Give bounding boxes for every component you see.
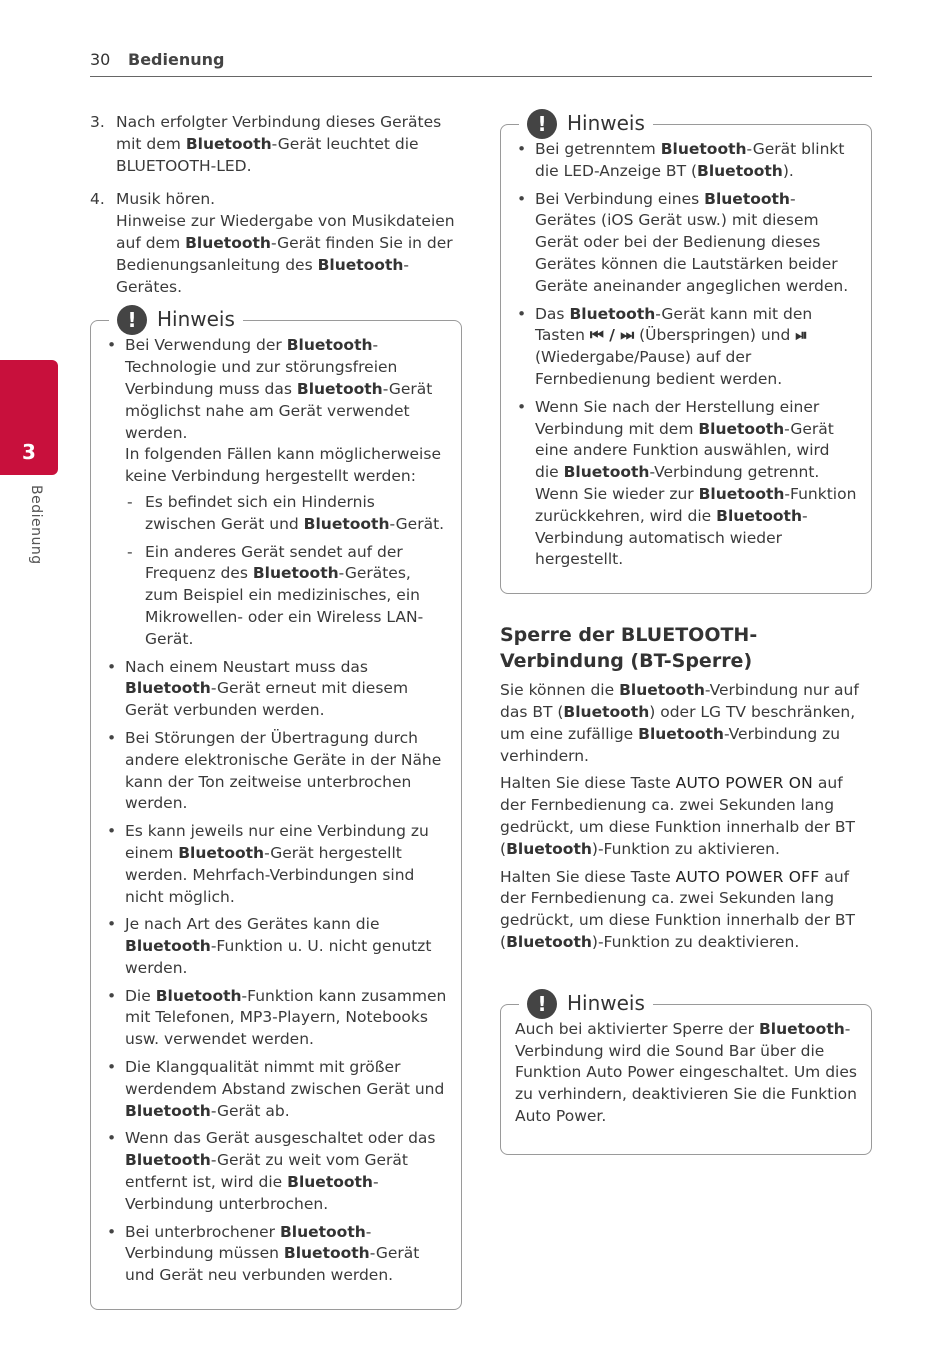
note-list [515,139,857,571]
list-item: • Bei Verwendung der Bluetooth-Technologie und zur störungsfreien Verbindung muss das Bluetooth-Gerät möglichst nahe am Gerät verwendet werden. In folgenden Fällen kann möglicherweise keine Verbindung hergestellt werden: - Es befindet sich ein Hindernis zwischen Gerät und Bluetooth-Gerät. - Ein anderes Gerät sendet auf der Frequenz des Bluetooth-Gerätes, zum Beispiel ein medizinisches, ein Mikrowellen- oder ein Wireless LAN-Gerät. [105,335,447,650]
note-title: Hinweis [567,990,645,1015]
list-item: • Nach einem Neustart muss das Bluetooth-Gerät erneut mit diesem Gerät verbunden werden. [105,657,447,722]
steps-list [90,112,462,298]
list-item: - Es befindet sich ein Hindernis zwischen Gerät und Bluetooth-Gerät. [125,492,447,536]
left-column [90,112,462,1310]
note-title: Hinweis [157,307,235,332]
header-section-title: Bedienung [128,50,225,69]
exclamation-icon: ! [117,305,147,335]
note-title: Hinweis [567,111,645,136]
list-item: • Bei getrenntem Bluetooth-Gerät blinkt die LED-Anzeige BT (Bluetooth). [515,139,857,183]
note-list [105,335,447,1287]
list-item: • Wenn Sie nach der Herstellung einer Verbindung mit dem Bluetooth-Gerät eine andere Funktion auswählen, wird die Bluetooth-Verbindung getrennt. Wenn Sie wieder zur Bluetooth-Funktion zurückkehren, wird die Bluetooth-Verbindung automatisch wieder hergestellt. [515,397,857,571]
paragraph: Halten Sie diese Taste AUTO POWER OFF auf der Fernbedienung ca. zwei Sekunden lang gedrückt, um diese Funktion innerhalb der BT (Bluetooth)-Funktion zu deaktivieren. [500,867,855,951]
play-pause-icon: ⏯ [795,326,808,345]
note-box-right-bottom [500,990,872,1155]
note-header [519,989,653,1019]
chapter-tab [0,360,58,475]
step-number: 3. [90,113,105,131]
note-box-right-top [500,111,872,594]
right-column [500,108,872,1155]
step-number: 4. [90,190,105,209]
bt-lock-section [500,622,872,954]
note-header [519,109,653,139]
page-number: 30 [90,50,111,69]
list-item: - Ein anderes Gerät sendet auf der Frequenz des Bluetooth-Gerätes, zum Beispiel ein medizinisches, ein Mikrowellen- oder ein Wireless LAN-Gerät. [125,542,447,651]
list-item: • Je nach Art des Gerätes kann die Bluetooth-Funktion u. U. nicht genutzt werden. [105,914,447,979]
list-item: • Bei Störungen der Übertragung durch andere elektronische Geräte in der Nähe kann der Ton zeitweise unterbrochen werden. [105,728,447,815]
list-item: • Bei unterbrochener Bluetooth-Verbindung müssen Bluetooth-Gerät und Gerät neu verbunden werden. [105,1222,447,1287]
page-header [90,48,872,77]
paragraph: Sie können die Bluetooth-Verbindung nur auf das BT (Bluetooth) oder LG TV beschränken, um eine zufällige Bluetooth-Verbindung zu verhindern. [500,681,859,765]
exclamation-icon: ! [527,989,557,1019]
section-title: Sperre der BLUETOOTH-Verbindung (BT-Sperre) [500,624,758,673]
step-4: 4. Musik hören. Hinweise zur Wiedergabe von Musikdateien auf dem Bluetooth-Gerät finden Sie in der Bedienungsanleitung des Bluetooth-Gerätes. [90,190,455,296]
note-header [109,305,243,335]
list-item: • Die Bluetooth-Funktion kann zusammen mit Telefonen, MP3-Playern, Notebooks usw. verwendet werden. [105,986,447,1051]
list-item: • Wenn das Gerät ausgeschaltet oder das Bluetooth-Gerät zu weit vom Gerät entfernt ist, wird die Bluetooth-Verbindung unterbrochen. [105,1128,447,1215]
chapter-label: Bedienung [28,485,44,565]
sub-list [125,492,447,651]
note-text: Auch bei aktivierter Sperre der Bluetooth-Verbindung wird die Sound Bar über die Funktion Auto Power eingeschaltet. Um dies zu verhindern, deaktivieren Sie die Funktion Auto Power. [515,1019,857,1125]
chapter-number: 3 [22,440,36,464]
list-item: • Es kann jeweils nur eine Verbindung zu einem Bluetooth-Gerät hergestellt werden. Mehrfach-Verbindungen sind nicht möglich. [105,821,447,908]
list-item: • Das Bluetooth-Gerät kann mit den Tasten ⏮ / ⏭ (Überspringen) und ⏯ (Wiedergabe/Pause) auf der Fernbedienung bedient werden. [515,304,857,391]
skip-icons: ⏮ / ⏭ [589,326,635,345]
exclamation-icon: ! [527,109,557,139]
step-3: 3. Nach erfolgter Verbindung dieses Gerätes mit dem Bluetooth-Gerät leuchtet die BLUETOOTH-LED. [90,113,442,175]
list-item: • Bei Verbindung eines Bluetooth-Gerätes (iOS Gerät usw.) mit diesem Gerät oder bei der Bedienung dieses Gerätes können die Lautstärken beider Geräte aneinander angeglichen werden. [515,189,857,298]
list-item: • Die Klangqualität nimmt mit größer werdendem Abstand zwischen Gerät und Bluetooth-Gerät ab. [105,1057,447,1122]
paragraph: Halten Sie diese Taste AUTO POWER ON auf der Fernbedienung ca. zwei Sekunden lang gedrückt, um diese Funktion innerhalb der BT (Bluetooth)-Funktion zu aktivieren. [500,774,855,858]
note-box-left [90,307,462,1310]
